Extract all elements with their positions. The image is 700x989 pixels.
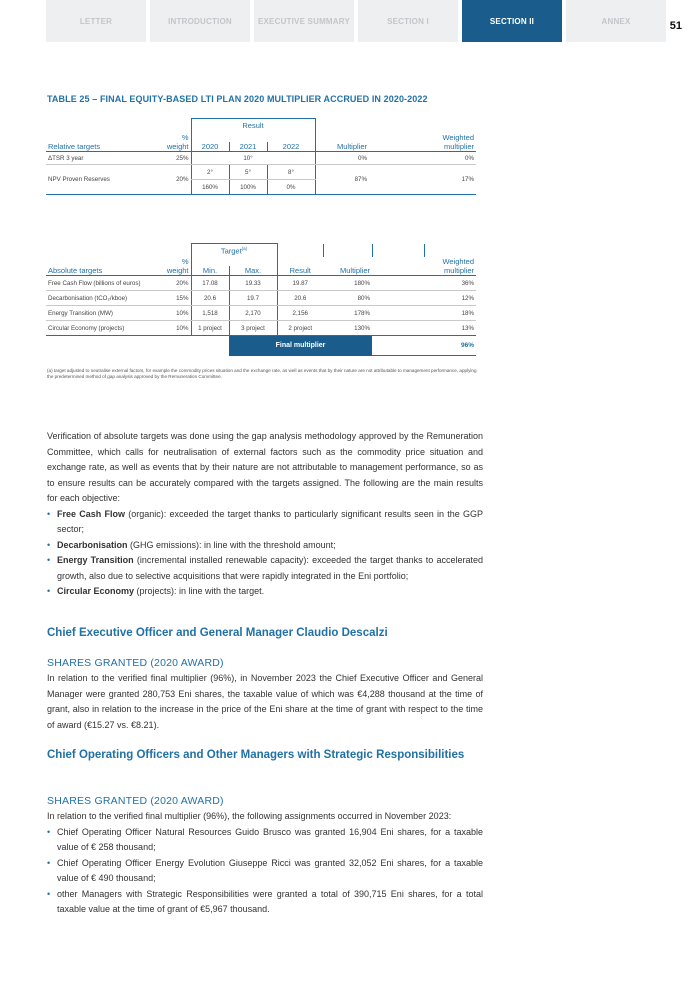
row-weighted: 18% [424,306,476,321]
relative-targets-header: Relative targets [46,142,151,152]
row-weighted: 12% [424,291,476,306]
absolute-targets-table [46,243,476,356]
row-weighted: 13% [424,321,476,336]
row-target: Circular Economy (projects) [46,321,151,336]
table-row [46,276,476,291]
tab-section-ii[interactable]: SECTION II [462,0,562,42]
row-result: 20.6 [277,291,323,306]
weight-header: weight [151,266,191,276]
row-weighted: 17% [424,165,476,195]
objective-text: (organic): exceeded the target thanks to particularly significant results seen in the GGP sector; [57,508,484,534]
row-weight: 10% [151,321,191,336]
weight-header: weight [151,142,191,152]
row-weight: 20% [151,276,191,291]
weighted-multiplier-header: multiplier [424,142,476,152]
verification-list [47,507,483,600]
table-row [46,152,476,165]
row-target: NPV Proven Reserves [46,165,151,195]
min-header: Min. [191,266,229,276]
row-target: ΔTSR 3 year [46,152,151,165]
target-footnote-marker: (a) [241,245,248,251]
table-row [46,165,476,180]
row-target: Free Cash Flow (billions of euros) [46,276,151,291]
row-result: 2,156 [277,306,323,321]
row-weight: 25% [151,152,191,165]
row-min: 1 project [191,321,229,336]
result-header: Result [277,266,323,276]
row-max: 19.7 [229,291,277,306]
pct-header: % [181,256,189,266]
ceo-heading: Chief Executive Officer and General Manager Claudio Descalzi [47,627,388,639]
year-2022-header: 2022 [267,142,315,152]
row-max: 3 project [229,321,277,336]
target-header-label: Target [220,246,242,255]
row-result: 19.87 [277,276,323,291]
year-2021-header: 2021 [229,142,267,152]
row-min: 1,518 [191,306,229,321]
row-multiplier: 130% [323,321,372,336]
objective-name: Free Cash Flow [57,508,126,519]
row-result: 2 project [277,321,323,336]
multiplier-header: Multiplier [323,266,372,276]
absolute-targets-header: Absolute targets [46,266,151,276]
target-header [191,244,277,257]
objective-text: (incremental installed renewable capacity): exceeded the target thanks to accelerated growth, also due to selective acquisitions that were rapidly integrated in the Eni portfolio; [57,555,483,581]
coo-subheading: SHARES GRANTED (2020 AWARD) [47,795,224,807]
row-multiplier: 80% [323,291,372,306]
row-multiplier: 180% [323,276,372,291]
list-item [47,584,483,600]
coo-section [47,809,483,918]
coo-list [47,825,483,918]
verification-intro: Verification of absolute targets was done using the gap analysis methodology approved by the Remuneration Committee, which calls for neutralisation of external factors such as the commodity price situation and exchange rate, as well as events that by their nature are not attributable to management performance, so as to ensure results can be accurately compared with the targets assigned. The following are the main results for each objective: [47,431,483,503]
row-result: 0% [267,180,315,195]
pct-header: % [181,132,189,142]
row-max: 19.33 [229,276,277,291]
coo-heading: Chief Operating Officers and Other Managers with Strategic Responsibilities [47,749,465,761]
tab-section-i[interactable]: SECTION I [358,0,458,42]
row-result: 5° [229,165,267,180]
row-weighted: 36% [424,276,476,291]
objective-text: (projects): in line with the target. [134,586,265,596]
list-item [47,553,483,584]
row-weighted: 0% [424,152,476,165]
row-result: 160% [191,180,229,195]
verification-section [47,429,483,600]
tab-letter[interactable]: LETTER [46,0,146,42]
coo-intro: In relation to the verified final multiplier (96%), the following assignments occurred in November 2023: [47,811,452,821]
row-result: 100% [229,180,267,195]
weighted-multiplier-header: multiplier [424,266,476,276]
row-weight: 15% [151,291,191,306]
list-item: • Chief Operating Officer Natural Resources Guido Brusco was granted 16,904 Eni shares, for a taxable value of € 258 thousand; [47,825,483,856]
objective-name: Decarbonisation [57,539,128,550]
weighted-header: Weighted [442,256,474,266]
row-min: 17.08 [191,276,229,291]
list-item [47,507,483,538]
row-result: 2° [191,165,229,180]
tab-annex[interactable]: ANNEX [566,0,666,42]
result-header: Result [191,119,315,133]
row-result: 8° [267,165,315,180]
row-weight: 10% [151,306,191,321]
relative-targets-table [46,118,476,195]
final-multiplier-label: Final multiplier [229,336,372,356]
table-row [46,291,476,306]
weighted-header: Weighted [442,132,474,142]
row-multiplier: 178% [323,306,372,321]
row-weight: 20% [151,165,191,195]
row-max: 2,170 [229,306,277,321]
objective-text: (GHG emissions): in line with the threshold amount; [127,539,336,550]
year-2020-header: 2020 [191,142,229,152]
table-row [46,306,476,321]
tab-executive-summary[interactable]: EXECUTIVE SUMMARY [254,0,354,42]
tab-introduction[interactable]: INTRODUCTION [150,0,250,42]
row-min: 20.6 [191,291,229,306]
objective-name: Energy Transition [57,555,134,565]
final-multiplier-value: 96% [372,336,476,356]
table-row [46,321,476,336]
row-result: 10° [229,152,267,165]
section-tabs [46,0,670,42]
list-item: • other Managers with Strategic Responsibilities were granted a total of 390,715 Eni shares, for a total taxable value at the time of grant of €5,967 thousand. [47,887,483,918]
page-number: 51 [669,20,682,32]
row-multiplier: 87% [315,165,369,195]
table-title: TABLE 25 – FINAL EQUITY-BASED LTI PLAN 2020 MULTIPLIER ACCRUED IN 2020-2022 [47,94,428,104]
row-multiplier: 0% [315,152,369,165]
ceo-text: In relation to the verified final multiplier (96%), in November 2023 the Chief Executive Officer and General Manager were granted 280,753 Eni shares, the taxable value of which was €4,288 thousand at the time of grant, also in relation to the increase in the price of the Eni share at the time of grant with respect to the time of award (€15.27 vs. €8.21). [47,673,483,730]
objective-name: Circular Economy [57,586,135,596]
multiplier-header: Multiplier [315,142,369,152]
table-footnote: (a) target adjusted to neutralise external factors, for example the commodity prices situation and the exchange rate, as well as events that by their nature are not attributable to management performance, applying the predetermined method of gap analysis approved by the Remuneration Committee. [47,368,477,380]
list-item: • Chief Operating Officer Energy Evolution Giuseppe Ricci was granted 32,052 Eni shares, for a taxable value of € 490 thousand; [47,856,483,887]
max-header: Max. [229,266,277,276]
list-item [47,538,483,554]
row-target: Energy Transition (MW) [46,306,151,321]
ceo-subheading: SHARES GRANTED (2020 AWARD) [47,657,224,669]
row-target: Decarbonisation (tCO₂/kboe) [46,291,151,306]
